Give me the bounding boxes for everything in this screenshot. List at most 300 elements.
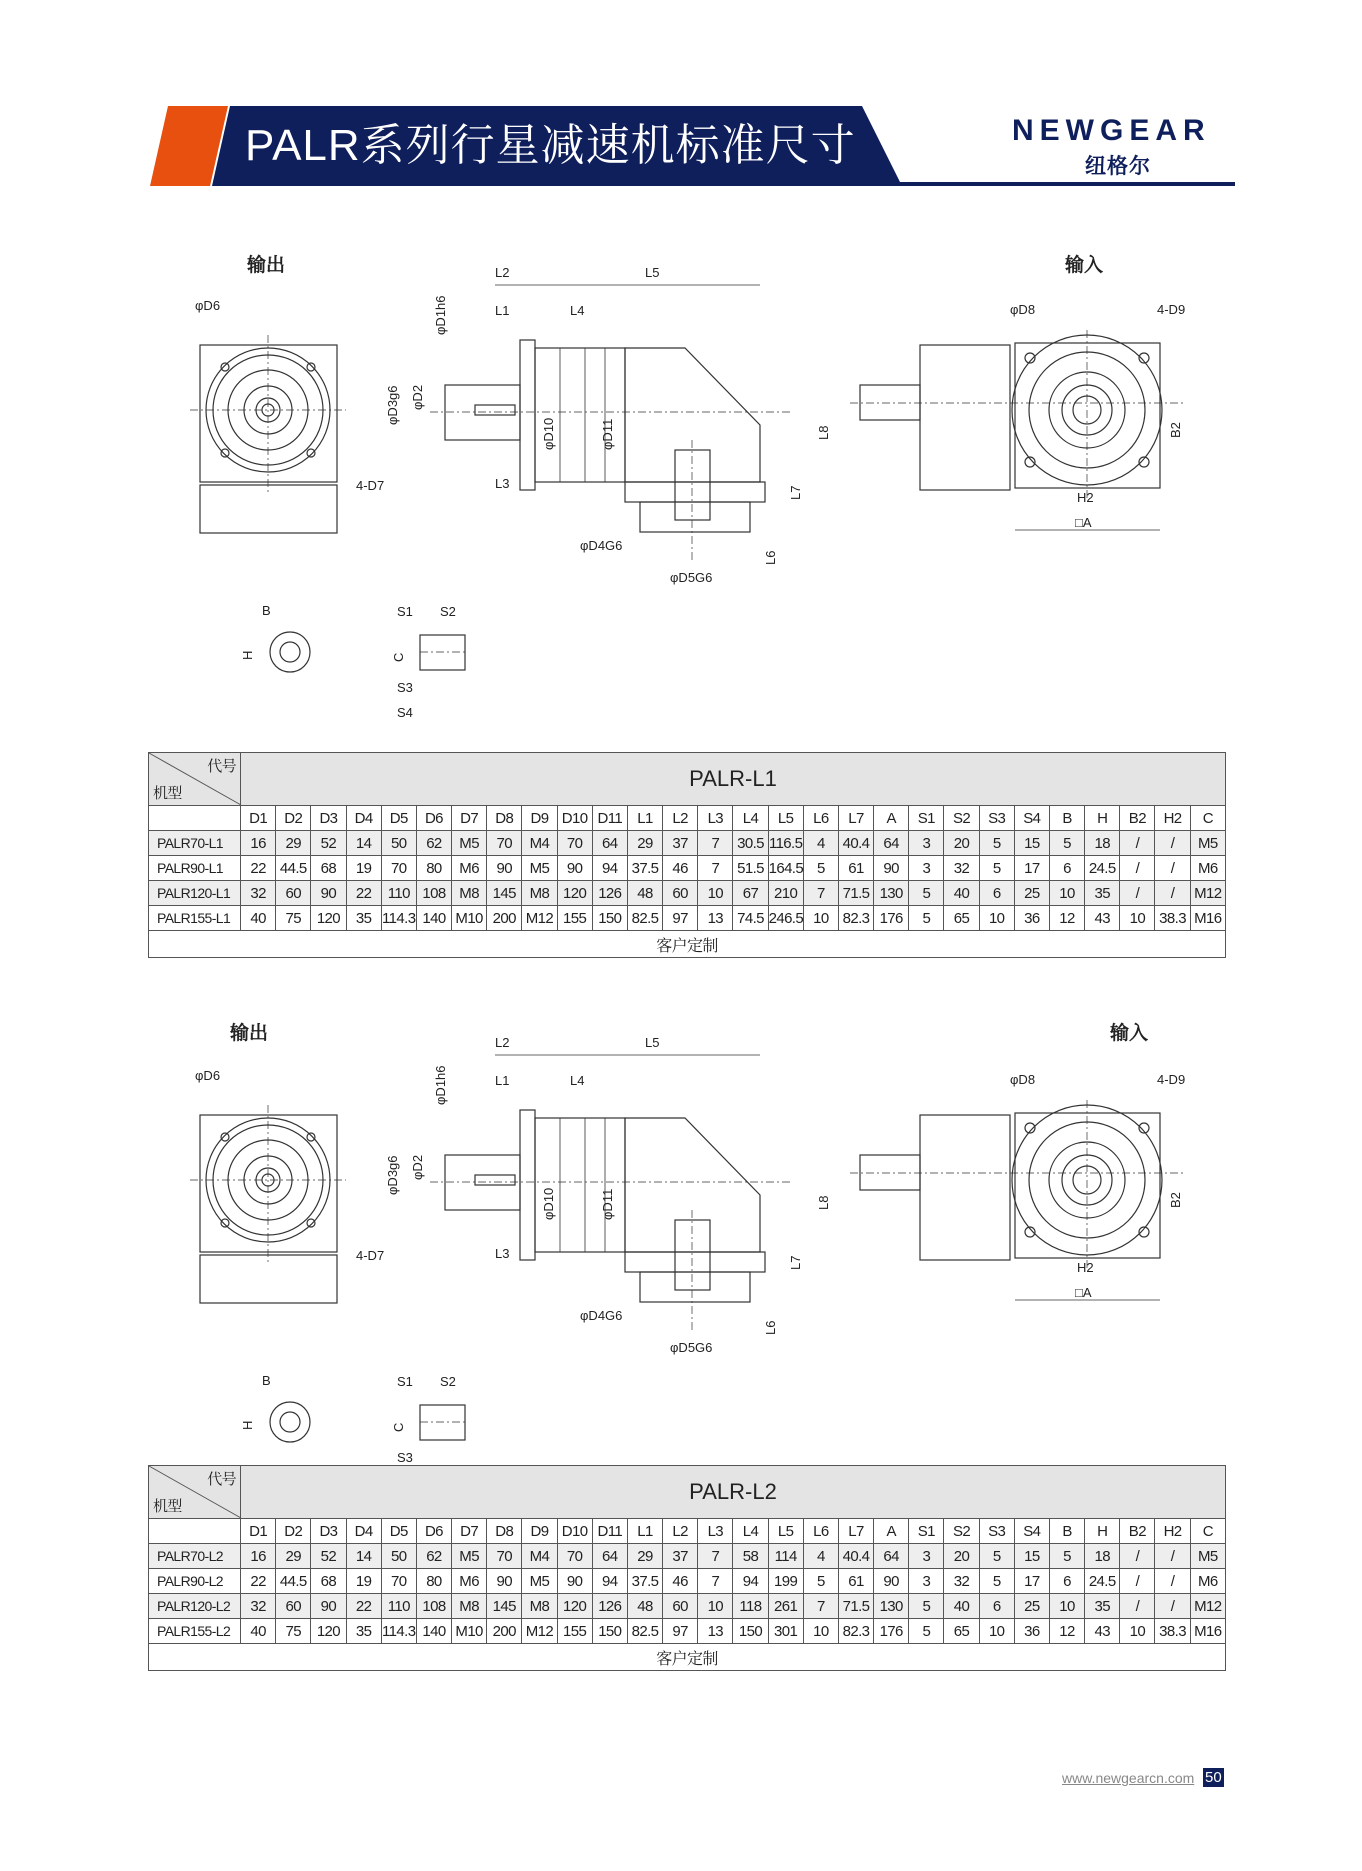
value-cell: 60 [663, 1594, 698, 1619]
value-cell: 7 [698, 831, 733, 856]
model-cell: PALR70-L2 [149, 1544, 241, 1569]
value-cell: 38.3 [1155, 1619, 1190, 1644]
value-cell: 29 [627, 831, 662, 856]
value-cell: 37.5 [627, 856, 662, 881]
column-header: B2 [1120, 1519, 1155, 1544]
value-cell: 90 [874, 856, 909, 881]
column-header: A [874, 806, 909, 831]
dimension-label-d2: φD2 [410, 384, 425, 410]
value-cell: 68 [311, 1569, 346, 1594]
value-cell: 46 [663, 856, 698, 881]
dimension-label-l4: L4 [570, 303, 585, 318]
value-cell: 114 [768, 1544, 803, 1569]
value-cell: 10 [1049, 881, 1084, 906]
value-cell: 6 [979, 881, 1014, 906]
dimension-label-d6: φD6 [195, 1068, 221, 1083]
value-cell: 29 [276, 831, 311, 856]
value-cell: 14 [346, 831, 381, 856]
input-flange [625, 482, 765, 502]
value-cell: M10 [452, 906, 487, 931]
column-header: C [1190, 1519, 1225, 1544]
shaft-detail-circle [270, 1402, 310, 1442]
value-cell: 5 [803, 856, 838, 881]
dimension-label-l7: L7 [788, 1255, 803, 1270]
dimension-label-l4: L4 [570, 1073, 585, 1088]
value-cell: 17 [1014, 1569, 1049, 1594]
dimension-label-d7: 4-D7 [356, 1248, 385, 1263]
value-cell: 18 [1085, 831, 1120, 856]
dimension-label-c: C [391, 1422, 406, 1432]
value-cell: M5 [452, 1544, 487, 1569]
value-cell: 10 [979, 1619, 1014, 1644]
column-header: C [1190, 806, 1225, 831]
value-cell: / [1120, 856, 1155, 881]
key-detail-hub [420, 635, 465, 670]
dimension-label-s4: S4 [397, 705, 413, 720]
right-angle-housing [625, 1118, 760, 1252]
value-cell: 155 [557, 1619, 592, 1644]
value-cell: 70 [557, 1544, 592, 1569]
column-header: D10 [557, 1519, 592, 1544]
value-cell: M12 [522, 1619, 557, 1644]
value-cell: 22 [346, 1594, 381, 1619]
column-header: S4 [1014, 1519, 1049, 1544]
corner-code-label: 代号 [207, 1471, 236, 1488]
value-cell: 22 [241, 856, 276, 881]
value-cell: 35 [346, 906, 381, 931]
value-cell: 65 [944, 1619, 979, 1644]
dimension-label-l2: L2 [495, 265, 510, 280]
value-cell: 40 [241, 906, 276, 931]
column-header: H [1085, 1519, 1120, 1544]
output-shaft [445, 385, 520, 440]
column-header: D5 [381, 806, 416, 831]
value-cell: 94 [592, 1569, 627, 1594]
value-cell: 75 [276, 1619, 311, 1644]
value-cell: 7 [698, 856, 733, 881]
value-cell: 60 [663, 881, 698, 906]
value-cell: 120 [311, 906, 346, 931]
value-cell: 60 [276, 881, 311, 906]
value-cell: 70 [381, 1569, 416, 1594]
value-cell: 64 [592, 1544, 627, 1569]
dimension-label-l5: L5 [645, 265, 660, 280]
value-cell: 114.3 [381, 1619, 416, 1644]
value-cell: 70 [381, 856, 416, 881]
value-cell: 155 [557, 906, 592, 931]
dimension-label-l6: L6 [763, 1320, 778, 1335]
column-header: D4 [346, 1519, 381, 1544]
value-cell: 90 [874, 1569, 909, 1594]
output-label: 输出 [247, 255, 286, 276]
series-title: PALR-L1 [241, 753, 1226, 806]
dimension-label-d5: φD5G6 [670, 570, 713, 585]
value-cell: 10 [698, 1594, 733, 1619]
dimension-label-l1: L1 [495, 1073, 510, 1088]
value-cell: 261 [768, 1594, 803, 1619]
mounting-hole [307, 1219, 315, 1227]
value-cell: 74.5 [733, 906, 768, 931]
value-cell: 48 [627, 881, 662, 906]
value-cell: / [1155, 881, 1190, 906]
value-cell: 12 [1049, 1619, 1084, 1644]
value-cell: 62 [416, 831, 451, 856]
value-cell: 40 [944, 881, 979, 906]
value-cell: 24.5 [1085, 1569, 1120, 1594]
value-cell: 16 [241, 1544, 276, 1569]
shaft-detail-bore [280, 1412, 300, 1432]
value-cell: 70 [487, 831, 522, 856]
value-cell: / [1120, 831, 1155, 856]
value-cell: 19 [346, 856, 381, 881]
value-cell: 6 [1049, 1569, 1084, 1594]
value-cell: 20 [944, 831, 979, 856]
gearbox-body [535, 348, 625, 482]
drawing-palr-l2 [0, 770, 1362, 1470]
column-header: S4 [1014, 806, 1049, 831]
value-cell: 52 [311, 831, 346, 856]
dimension-label-d10: φD10 [541, 417, 556, 450]
value-cell: 114.3 [381, 906, 416, 931]
column-header: L5 [768, 1519, 803, 1544]
table-row [149, 1544, 1226, 1569]
model-cell: PALR155-L2 [149, 1619, 241, 1644]
value-cell: / [1120, 881, 1155, 906]
table-row [149, 1569, 1226, 1594]
column-header: L5 [768, 806, 803, 831]
value-cell: 6 [1049, 856, 1084, 881]
dimension-label-d6: φD6 [195, 298, 221, 313]
value-cell: M4 [522, 831, 557, 856]
value-cell: / [1120, 1544, 1155, 1569]
value-cell: 29 [627, 1544, 662, 1569]
value-cell: / [1120, 1569, 1155, 1594]
column-header: D7 [452, 806, 487, 831]
value-cell: 7 [698, 1569, 733, 1594]
column-header: D11 [592, 806, 627, 831]
column-header: L4 [733, 806, 768, 831]
dimension-label-d9: 4-D9 [1157, 1072, 1186, 1087]
value-cell: 150 [592, 906, 627, 931]
column-header: D2 [276, 1519, 311, 1544]
value-cell: 10 [1120, 1619, 1155, 1644]
drawing-palr-l1 [0, 0, 1362, 740]
value-cell: 15 [1014, 831, 1049, 856]
value-cell: M8 [522, 881, 557, 906]
dimension-label-d8: φD8 [1010, 302, 1036, 317]
blank-cell [149, 1519, 241, 1544]
corner-cell [149, 1466, 241, 1519]
value-cell: 12 [1049, 906, 1084, 931]
table-row [149, 1594, 1226, 1619]
model-cell: PALR70-L1 [149, 831, 241, 856]
column-header: B [1049, 806, 1084, 831]
column-header: D3 [311, 1519, 346, 1544]
value-cell: 5 [909, 1594, 944, 1619]
value-cell: 35 [346, 1619, 381, 1644]
value-cell: 51.5 [733, 856, 768, 881]
dimension-label-s3: S3 [397, 680, 413, 695]
input-shaft [860, 385, 920, 420]
value-cell: 82.3 [838, 1619, 873, 1644]
column-header: L7 [838, 1519, 873, 1544]
value-cell: 199 [768, 1569, 803, 1594]
value-cell: 43 [1085, 906, 1120, 931]
value-cell: M5 [522, 1569, 557, 1594]
value-cell: 15 [1014, 1544, 1049, 1569]
spec-table-l2 [148, 1465, 1226, 1671]
series-title: PALR-L2 [241, 1466, 1226, 1519]
value-cell: 50 [381, 1544, 416, 1569]
motor-adapter-block [200, 485, 337, 533]
model-cell: PALR120-L1 [149, 881, 241, 906]
value-cell: 43 [1085, 1619, 1120, 1644]
corner-model-label: 机型 [153, 1498, 182, 1515]
value-cell: 36 [1014, 1619, 1049, 1644]
value-cell: 80 [416, 856, 451, 881]
dimension-label-l3: L3 [495, 476, 510, 491]
column-header: H [1085, 806, 1120, 831]
value-cell: 3 [909, 1569, 944, 1594]
value-cell: 140 [416, 906, 451, 931]
value-cell: 35 [1085, 1594, 1120, 1619]
column-header: A [874, 1519, 909, 1544]
value-cell: 90 [487, 1569, 522, 1594]
motor-adapter-block [200, 1255, 337, 1303]
value-cell: 32 [944, 1569, 979, 1594]
dimension-label-s2: S2 [440, 604, 456, 619]
dimension-label-d4: φD4G6 [580, 538, 623, 553]
mounting-hole [221, 1219, 229, 1227]
value-cell: 5 [909, 906, 944, 931]
value-cell: 61 [838, 1569, 873, 1594]
value-cell: 24.5 [1085, 856, 1120, 881]
value-cell: 36 [1014, 906, 1049, 931]
input-base [640, 502, 750, 532]
dimension-label-h2: H2 [1077, 490, 1094, 505]
value-cell: 64 [592, 831, 627, 856]
value-cell: 90 [557, 1569, 592, 1594]
key-detail-hub [420, 1405, 465, 1440]
dimension-label-s3: S3 [397, 1450, 413, 1465]
value-cell: 130 [874, 1594, 909, 1619]
value-cell: 44.5 [276, 1569, 311, 1594]
value-cell: 108 [416, 881, 451, 906]
dimension-label-d5: φD5G6 [670, 1340, 713, 1355]
value-cell: 44.5 [276, 856, 311, 881]
column-header: D9 [522, 806, 557, 831]
column-header: D1 [241, 806, 276, 831]
column-header: S2 [944, 1519, 979, 1544]
value-cell: M5 [1190, 1544, 1225, 1569]
value-cell: 75 [276, 906, 311, 931]
value-cell: 140 [416, 1619, 451, 1644]
value-cell: M6 [1190, 1569, 1225, 1594]
value-cell: M5 [522, 856, 557, 881]
dimension-label-h: H [240, 650, 255, 660]
value-cell: 3 [909, 1544, 944, 1569]
value-cell: 10 [1120, 906, 1155, 931]
column-header: D1 [241, 1519, 276, 1544]
value-cell: M16 [1190, 906, 1225, 931]
input-label: 输入 [1110, 1023, 1149, 1044]
value-cell: 64 [874, 831, 909, 856]
value-cell: 90 [557, 856, 592, 881]
column-header: B [1049, 1519, 1084, 1544]
dimension-label-s1: S1 [397, 604, 413, 619]
value-cell: 210 [768, 881, 803, 906]
column-header: B2 [1120, 806, 1155, 831]
value-cell: 3 [909, 831, 944, 856]
value-cell: 5 [1049, 831, 1084, 856]
gearbox-body [535, 1118, 625, 1252]
column-header: D6 [416, 1519, 451, 1544]
value-cell: 32 [944, 856, 979, 881]
dimension-label-s1: S1 [397, 1374, 413, 1389]
column-header: L6 [803, 1519, 838, 1544]
value-cell: 145 [487, 881, 522, 906]
value-cell: 10 [1049, 1594, 1084, 1619]
input-base [640, 1272, 750, 1302]
value-cell: 70 [487, 1544, 522, 1569]
value-cell: 38.3 [1155, 906, 1190, 931]
column-header: L4 [733, 1519, 768, 1544]
value-cell: 29 [276, 1544, 311, 1569]
value-cell: 200 [487, 1619, 522, 1644]
column-header: L3 [698, 1519, 733, 1544]
mounting-hole [221, 449, 229, 457]
page-number: 50 [1205, 1769, 1222, 1786]
dimension-label-b: B [262, 603, 271, 618]
input-label: 输入 [1065, 255, 1104, 276]
dimension-label-d9: 4-D9 [1157, 302, 1186, 317]
value-cell: 82.5 [627, 906, 662, 931]
custom-note: 客户定制 [149, 931, 1226, 958]
value-cell: 130 [874, 881, 909, 906]
value-cell: 97 [663, 1619, 698, 1644]
value-cell: 120 [557, 1594, 592, 1619]
value-cell: 5 [1049, 1544, 1084, 1569]
value-cell: 176 [874, 1619, 909, 1644]
dimension-label-d3: φD3g6 [385, 1155, 400, 1195]
dimension-label-l7: L7 [788, 485, 803, 500]
value-cell: 301 [768, 1619, 803, 1644]
mounting-hole [307, 363, 315, 371]
value-cell: / [1155, 1569, 1190, 1594]
value-cell: 176 [874, 906, 909, 931]
shaft-detail-bore [280, 642, 300, 662]
value-cell: 37.5 [627, 1569, 662, 1594]
value-cell: 18 [1085, 1544, 1120, 1569]
value-cell: 37 [663, 1544, 698, 1569]
dimension-label-b: B [262, 1373, 271, 1388]
column-header: D6 [416, 806, 451, 831]
value-cell: 40 [944, 1594, 979, 1619]
value-cell: 60 [276, 1594, 311, 1619]
dimension-label-d8: φD8 [1010, 1072, 1036, 1087]
value-cell: 90 [311, 1594, 346, 1619]
value-cell: 20 [944, 1544, 979, 1569]
input-body [920, 1115, 1010, 1260]
value-cell: 58 [733, 1544, 768, 1569]
value-cell: 52 [311, 1544, 346, 1569]
column-header: D8 [487, 1519, 522, 1544]
dimension-label-a: □A [1075, 515, 1092, 530]
value-cell: M12 [522, 906, 557, 931]
dimension-label-d1: φD1h6 [433, 1065, 448, 1105]
value-cell: 5 [909, 881, 944, 906]
output-label: 输出 [230, 1023, 269, 1044]
value-cell: 32 [241, 1594, 276, 1619]
model-cell: PALR155-L1 [149, 906, 241, 931]
value-cell: 71.5 [838, 881, 873, 906]
model-cell: PALR90-L1 [149, 856, 241, 881]
dimension-label-l2: L2 [495, 1035, 510, 1050]
value-cell: 37 [663, 831, 698, 856]
value-cell: 25 [1014, 1594, 1049, 1619]
value-cell: 14 [346, 1544, 381, 1569]
value-cell: 94 [733, 1569, 768, 1594]
value-cell: 120 [311, 1619, 346, 1644]
input-shaft-bore [675, 1220, 710, 1290]
value-cell: 108 [416, 1594, 451, 1619]
value-cell: 64 [874, 1544, 909, 1569]
value-cell: 65 [944, 906, 979, 931]
value-cell: 7 [803, 881, 838, 906]
output-flange [520, 1110, 535, 1260]
value-cell: 82.5 [627, 1619, 662, 1644]
column-header: H2 [1155, 1519, 1190, 1544]
page-title: PALR系列行星减速机标准尺寸 [245, 121, 856, 170]
dimension-label-d4: φD4G6 [580, 1308, 623, 1323]
value-cell: 200 [487, 906, 522, 931]
shaft-key [475, 1175, 515, 1185]
value-cell: 7 [803, 1594, 838, 1619]
value-cell: M8 [452, 1594, 487, 1619]
value-cell: M6 [452, 856, 487, 881]
table-row [149, 1619, 1226, 1644]
model-cell: PALR90-L2 [149, 1569, 241, 1594]
value-cell: 16 [241, 831, 276, 856]
right-angle-housing [625, 348, 760, 482]
value-cell: 150 [592, 1619, 627, 1644]
value-cell: 61 [838, 856, 873, 881]
value-cell: 48 [627, 1594, 662, 1619]
value-cell: 32 [241, 881, 276, 906]
column-header: D4 [346, 806, 381, 831]
value-cell: 19 [346, 1569, 381, 1594]
value-cell: M10 [452, 1619, 487, 1644]
column-header: L2 [663, 806, 698, 831]
value-cell: 82.3 [838, 906, 873, 931]
column-header: D2 [276, 806, 311, 831]
value-cell: 5 [979, 856, 1014, 881]
value-cell: 30.5 [733, 831, 768, 856]
corner-model-label: 机型 [153, 785, 182, 802]
value-cell: 5 [979, 1569, 1014, 1594]
output-flange [520, 340, 535, 490]
dimension-label-c: C [391, 652, 406, 662]
value-cell: / [1155, 831, 1190, 856]
value-cell: M5 [452, 831, 487, 856]
value-cell: 80 [416, 1569, 451, 1594]
value-cell: / [1155, 856, 1190, 881]
value-cell: 90 [311, 881, 346, 906]
value-cell: 97 [663, 906, 698, 931]
column-header: D5 [381, 1519, 416, 1544]
website-link[interactable]: www.newgearcn.com [1062, 1770, 1195, 1786]
value-cell: M4 [522, 1544, 557, 1569]
